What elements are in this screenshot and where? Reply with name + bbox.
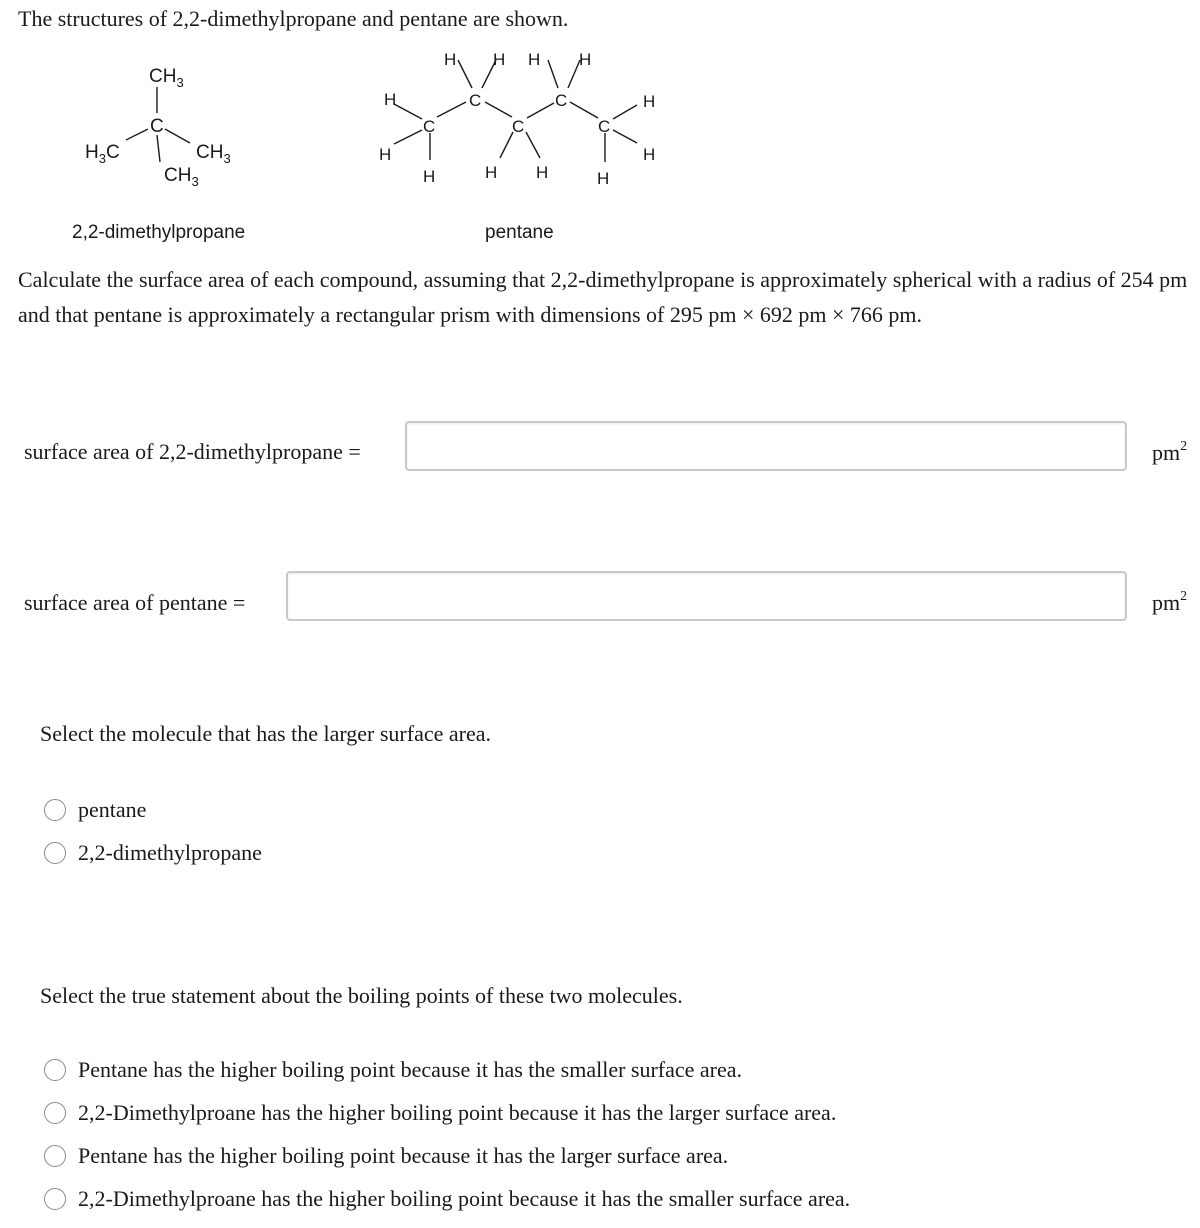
surface-area-neopentane-input[interactable] [405,421,1127,471]
question-boiling-points: Select the true statement about the boiling points of these two molecules. [40,983,683,1008]
surface-area-pentane-input[interactable] [286,571,1127,621]
option-label: pentane [78,797,147,822]
radio-button[interactable] [44,1145,66,1167]
statement-option-1[interactable] [44,1057,944,1083]
pentane-bonds [394,60,637,162]
statement-option-4[interactable] [44,1186,944,1212]
option-label: Pentane has the higher boiling point because it has the smaller surface area. [78,1057,743,1082]
svg-text:C: C [555,91,568,110]
option-label: 2,2-dimethylpropane [78,840,262,865]
neopentane-name: 2,2-dimethylpropane [72,222,246,243]
statement-option-2[interactable] [44,1100,944,1126]
svg-text:C: C [469,91,482,110]
statement-option-3[interactable] [44,1143,944,1169]
svg-text:H: H [528,50,541,69]
svg-text:CH3: $CH_3$ [149,66,184,90]
svg-text:H: H [485,163,498,182]
svg-text:H: H [536,163,549,182]
pentane-name: pentane [485,222,554,243]
svg-text:C: C [150,116,164,137]
question-larger-surface-area: Select the molecule that has the larger surface area. [40,721,491,746]
svg-text:H: H [579,50,592,69]
intro-text: The structures of 2,2-dimethylpropane and pentane are shown. [18,6,569,31]
svg-text:C: C [423,117,436,136]
option-neopentane[interactable] [44,840,344,866]
svg-text:H3C: $H_3C$ [85,142,120,166]
svg-text:H: H [597,169,610,188]
svg-text:CH3: $CH_3$ [196,142,231,166]
option-label: 2,2-Dimethylproane has the higher boiling point because it has the smaller surface area. [78,1186,851,1211]
radio-button[interactable] [44,1059,66,1081]
radio-button[interactable] [44,1102,66,1124]
svg-text:H: H [444,50,457,69]
svg-text:CH3: $CH_3$ [164,165,199,189]
unit-pm2-neopentane: $pm^2$ [1152,438,1188,465]
svg-text:H: H [493,50,506,69]
problem-prompt: Calculate the surface area of each compound, assuming that 2,2-dimethylpropane is approximately spherical with a radius of 254 pm and that pentane is approximately a rectangular prism with dimensions of 295 pm × 692 pm × 766 pm. [18,267,1188,327]
unit-pm2-pentane: $pm^2$ [1152,588,1188,615]
svg-text:H: H [643,92,656,111]
svg-text:H: H [379,145,392,164]
option-label: Pentane has the higher boiling point because it has the larger surface area. [78,1143,729,1168]
option-pentane[interactable] [44,797,344,823]
neopentane-atoms [85,66,231,189]
option-label: 2,2-Dimethylproane has the higher boiling point because it has the larger surface area. [78,1100,837,1125]
radio-button[interactable] [44,842,66,864]
field-label-neopentane: surface area of 2,2-dimethylpropane = [24,439,361,464]
structures-figure [0,40,700,250]
svg-text:H: H [643,145,656,164]
svg-text:H: H [384,90,397,109]
svg-text:C: C [512,117,525,136]
radio-button[interactable] [44,799,66,821]
field-label-pentane: surface area of pentane = [24,590,246,615]
radio-button[interactable] [44,1188,66,1210]
svg-text:C: C [598,117,611,136]
svg-text:H: H [423,167,436,186]
